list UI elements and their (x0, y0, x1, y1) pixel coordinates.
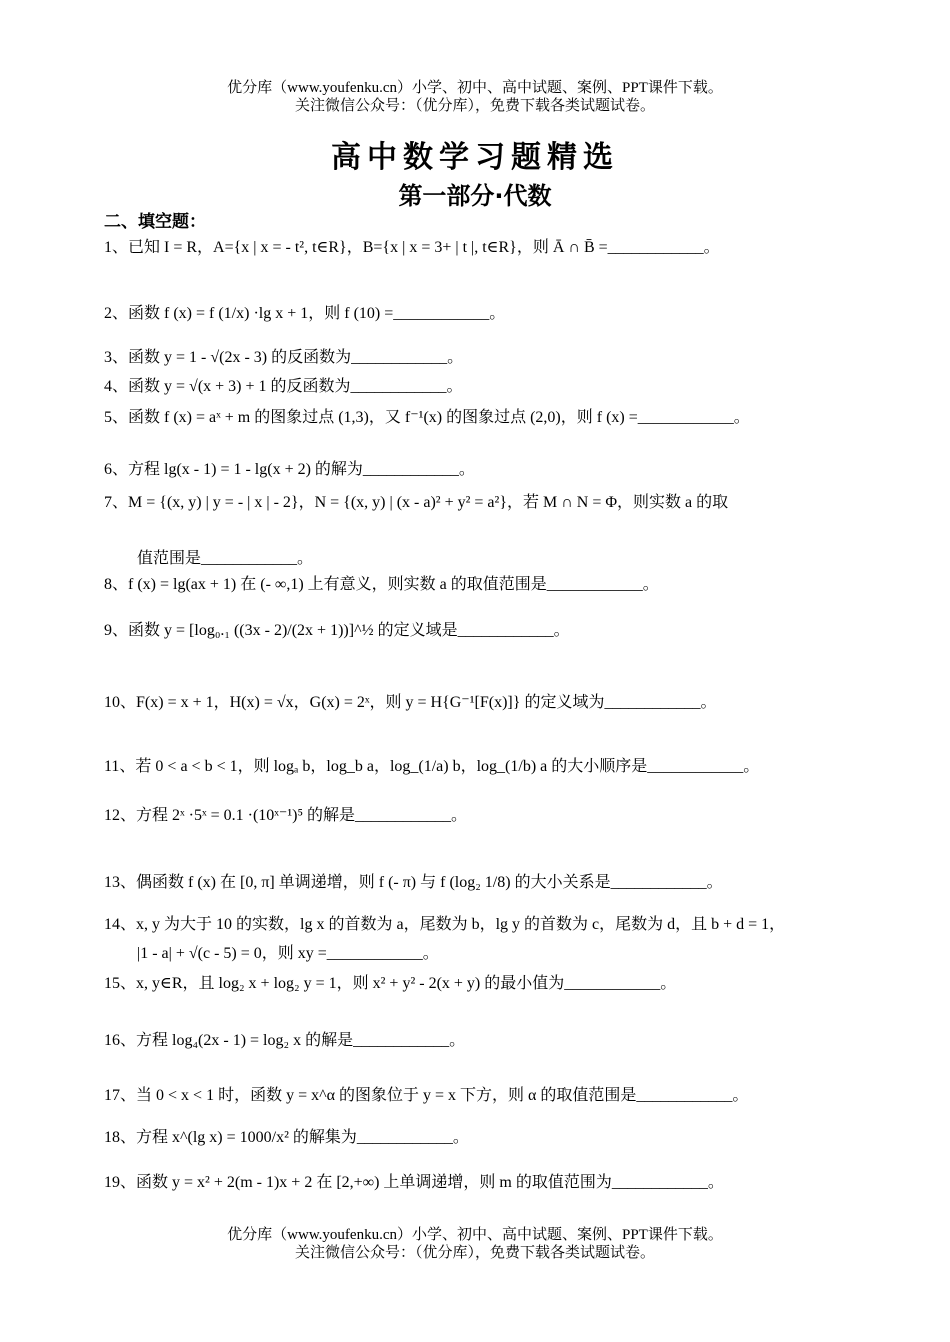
question-text: x, y∈R，且 log₂ x + log₂ y = 1，则 x² + y² - 2(x + y) 的最小值为____________。 (136, 975, 677, 992)
footer-line-2: 关注微信公众号：（优分库），免费下载各类试题试卷。 (294, 1245, 655, 1261)
footer-line-1: 优分库（www.youfenku.cn）小学、初中、高中试题、案例、PPT课件下载。 (227, 1227, 723, 1243)
question-13: 13、偶函数 f (x) 在 [0, π] 单调递增，则 f (- π) 与 f (log₂ 1/8) 的大小关系是____________。 (104, 874, 723, 891)
question-14: 14、x, y 为大于 10 的实数，lg x 的首数为 a，尾数为 b，lg y 的首数为 c，尾数为 d，且 b + d = 1， (104, 916, 786, 933)
question-text: F(x) = x + 1，H(x) = √x，G(x) = 2ˣ，则 y = H{G⁻¹[F(x)]} 的定义域为____________。 (136, 694, 717, 711)
question-10: 10、F(x) = x + 1，H(x) = √x，G(x) = 2ˣ，则 y = H{G⁻¹[F(x)]} 的定义域为____________。 (104, 694, 717, 711)
question-text: 若 0 < a < b < 1，则 logₐ b，log_b a，log_(1/a) b，log_(1/b) a 的大小顺序是____________。 (135, 758, 760, 775)
header-line-2: 关注微信公众号：（优分库），免费下载各类试题试卷。 (294, 98, 655, 114)
question-16: 16、方程 log₄(2x - 1) = log₂ x 的解是____________。 (104, 1032, 466, 1049)
question-text: f (x) = lg(ax + 1) 在 (- ∞,1) 上有意义，则实数 a 的取值范围是____________。 (128, 576, 659, 593)
question-8: 8、f (x) = lg(ax + 1) 在 (- ∞,1) 上有意义，则实数 a 的取值范围是____________。 (104, 576, 659, 593)
section-heading: 二、填空题： (104, 212, 206, 232)
question-text: 函数 y = 1 - √(2x - 3) 的反函数为____________。 (128, 349, 464, 366)
question-text: 函数 y = √(x + 3) + 1 的反函数为____________。 (128, 378, 463, 395)
question-text: 值范围是____________。 (137, 550, 314, 567)
question-text: 方程 log₄(2x - 1) = log₂ x 的解是____________。 (136, 1032, 466, 1049)
question-text: 函数 f (x) = aˣ + m 的图象过点 (1,3)，又 f⁻¹(x) 的图象过点 (2,0)，则 f (x) =____________。 (128, 409, 750, 426)
question-9: 9、函数 y = [log₀.₁ ((3x - 2)/(2x + 1))]^½ 的定义域是____________。 (104, 622, 570, 639)
question-text: 函数 y = x² + 2(m - 1)x + 2 在 [2,+∞) 上单调递增，则 m 的取值范围为____________。 (136, 1174, 724, 1191)
page-footer (0, 1226, 950, 1262)
question-text: M = {(x, y) | y = - | x | - 2}，N = {(x, y) | (x - a)² + y² = a²}，若 M ∩ N = Φ，则实数 a 的取 (128, 494, 729, 511)
question-7-continuation (137, 548, 313, 570)
question-text: 当 0 < x < 1 时，函数 y = x^α 的图象位于 y = x 下方，则 α 的取值范围是____________。 (136, 1087, 749, 1104)
header-line-1: 优分库（www.youfenku.cn）小学、初中、高中试题、案例、PPT课件下载。 (227, 80, 723, 96)
question-text: 函数 y = [log₀.₁ ((3x - 2)/(2x + 1))]^½ 的定义域是____________。 (128, 622, 570, 639)
question-text: 偶函数 f (x) 在 [0, π] 单调递增，则 f (- π) 与 f (log₂ 1/8) 的大小关系是____________。 (136, 874, 723, 891)
question-text: x, y 为大于 10 的实数，lg x 的首数为 a，尾数为 b，lg y 的首数为 c，尾数为 d，且 b + d = 1， (136, 916, 786, 933)
question-4: 4、函数 y = √(x + 3) + 1 的反函数为____________。 (104, 378, 463, 395)
question-text: 方程 lg(x - 1) = 1 - lg(x + 2) 的解为____________。 (128, 461, 475, 478)
question-15: 15、x, y∈R，且 log₂ x + log₂ y = 1，则 x² + y² - 2(x + y) 的最小值为____________。 (104, 975, 677, 992)
question-17: 17、当 0 < x < 1 时，函数 y = x^α 的图象位于 y = x 下方，则 α 的取值范围是____________。 (104, 1087, 749, 1104)
question-1: 1、已知 I = R，A={x | x = - t², t∈R}，B={x | x = 3+ | t |, t∈R}，则 Ā ∩ B̄ =____________。 (104, 239, 720, 256)
question-11: 11、若 0 < a < b < 1，则 logₐ b，log_b a，log_(1/a) b，log_(1/b) a 的大小顺序是____________。 (104, 758, 760, 775)
question-7: 7、M = {(x, y) | y = - | x | - 2}，N = {(x, y) | (x - a)² + y² = a²}，若 M ∩ N = Φ，则实数 a 的取 (104, 494, 729, 511)
question-text: 方程 2ˣ ·5ˣ = 0.1 ·(10ˣ⁻¹)⁵ 的解是____________。 (136, 807, 468, 824)
question-5: 5、函数 f (x) = aˣ + m 的图象过点 (1,3)，又 f⁻¹(x) 的图象过点 (2,0)，则 f (x) =____________。 (104, 409, 750, 426)
question-3: 3、函数 y = 1 - √(2x - 3) 的反函数为____________。 (104, 349, 464, 366)
question-text: |1 - a| + √(c - 5) = 0，则 xy =____________。 (137, 945, 439, 962)
question-6: 6、方程 lg(x - 1) = 1 - lg(x + 2) 的解为____________。 (104, 461, 475, 478)
question-12: 12、方程 2ˣ ·5ˣ = 0.1 ·(10ˣ⁻¹)⁵ 的解是____________。 (104, 807, 468, 824)
question-2: 2、函数 f (x) = f (1/x) ·lg x + 1，则 f (10) =____________。 (104, 305, 506, 322)
question-text: 已知 I = R，A={x | x = - t², t∈R}，B={x | x = 3+ | t |, t∈R}，则 Ā ∩ B̄ =____________。 (128, 239, 720, 256)
question-14-continuation (137, 943, 439, 965)
page-header (0, 79, 950, 115)
question-18: 18、方程 x^(lg x) = 1000/x² 的解集为____________。 (104, 1129, 469, 1146)
document-title: 高中数学习题精选 (331, 140, 619, 175)
question-text: 函数 f (x) = f (1/x) ·lg x + 1，则 f (10) =____________。 (128, 305, 506, 322)
question-19: 19、函数 y = x² + 2(m - 1)x + 2 在 [2,+∞) 上单调递增，则 m 的取值范围为____________。 (104, 1174, 724, 1191)
document-subtitle: 第一部分·代数 (398, 182, 552, 210)
question-text: 方程 x^(lg x) = 1000/x² 的解集为____________。 (136, 1129, 469, 1146)
